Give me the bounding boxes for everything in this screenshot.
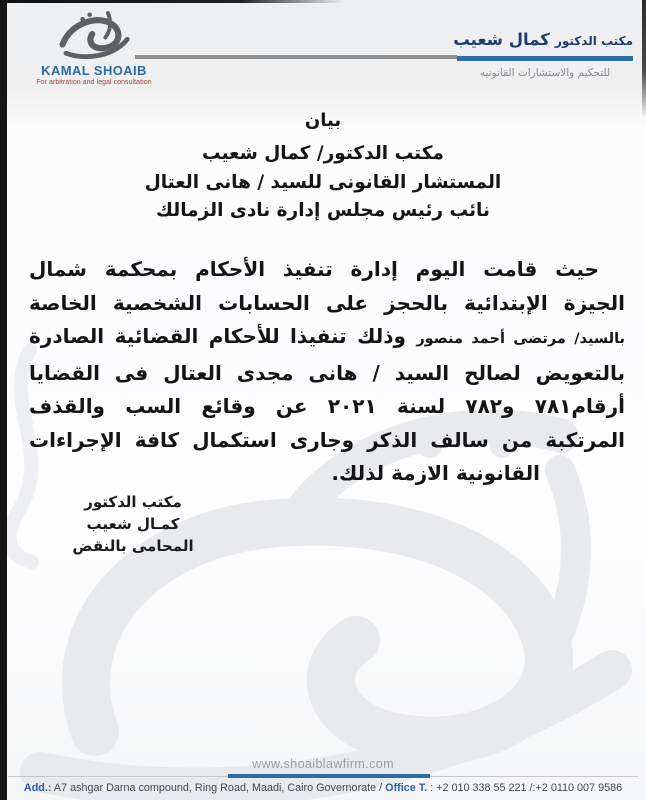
statement-role-line: نائب رئيس مجلس إدارة نادى الزمالك [156,200,490,221]
body-line: الجيزة الإبتدائية بالحجز على الحسابات الشخصية الخاصة [29,290,625,315]
office-phone-numbers: : +2 010 338 55 221 /:+2 0110 007 9586 [427,782,623,794]
statement-office-line: مكتب الدكتور/ كمال شعيب [202,143,444,164]
statement-title: بيان [304,110,342,131]
statement-body [29,253,625,491]
signature-title: المحامى بالنقض [72,537,194,555]
body-line-small-name: بالسيد/ مرتضى أحمد منصور [416,331,625,347]
body-line: بالتعويض لصالح السيد / هانى مجدى العتال فى القضايا [29,360,625,385]
office-title-prefix: مكتب الدكتور [554,34,633,48]
signature-name: كمـال شعيب [86,515,180,533]
office-subtitle: للتحكيم والاستشارات القانونيه [479,66,611,79]
website-url: www.shoaiblawfirm.com [252,757,394,771]
header-divider-blue [457,56,633,61]
scan-edge-top [0,0,345,3]
body-line [29,320,625,357]
office-title-name: كمال شعيب [453,30,550,49]
footer-divider-blue [228,774,430,778]
body-line: أرقام٧٨١ و٧٨٢ لسنة ٢٠٢١ عن وقائع السب والقذف [29,394,625,418]
signature-office: مكتب الدكتور [84,493,182,511]
body-line: المرتكبة من سالف الذكر وجارى استكمال كافة الإجراءات [29,427,625,452]
scan-edge-right [642,0,646,118]
office-phone-label: Office T. [385,782,428,794]
body-line-rest: وذلك تنفيذا للأحكام القضائية الصادرة [29,324,406,348]
body-line: حيث قامت اليوم إدارة تنفيذ الأحكام بمحكمة شمال [29,257,599,281]
address-line [0,782,646,794]
logo-tagline: For arbitration and legal consultation [36,79,152,86]
signature-block [58,491,208,557]
office-title [433,28,633,53]
logo-calligraphy-icon [50,6,138,62]
statement-heading [0,110,646,226]
address-text: A7 ashgar Darna compound, Ring Road, Maadi, Cairo Governorate / [51,782,386,794]
header-divider-gray [135,55,457,59]
office-title-block [433,28,633,79]
address-label: Add.: [23,782,52,794]
body-line: القانونية الازمة لذلك. [331,461,540,485]
logo-firm-name: KAMAL SHOAIB [41,63,147,78]
firm-logo [34,6,154,86]
scan-edge-left [0,0,7,800]
statement-counsel-line: المستشار القانونى للسيد / هانى العتال [144,171,502,193]
